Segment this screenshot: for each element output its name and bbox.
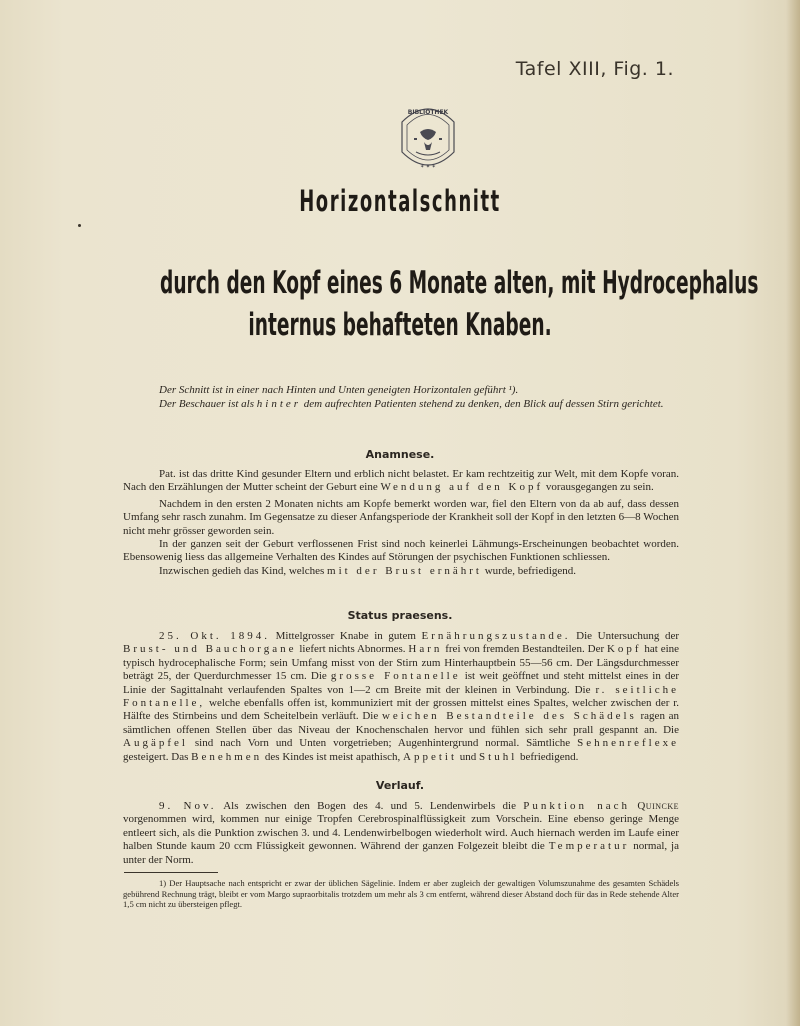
page-edge-shadow [786,0,800,1026]
section-heading-status: Status praesens. [347,609,453,622]
footnote-text: 1) Der Hauptsache nach entspricht er zwar der üblichen Sägelinie. Indem er aber zugleich der gewaltigen Volumszunahme des gesamten Schädels gebührend Rechnung trägt, bleibt er vom Margo supraorbitalis trotzdem um mehr als 3 cm entfernt, während dieser Abstand doch für das in Rede stehende Alter 1,5 cm nicht zu übersteigen pflegt. [123,878,679,910]
status-paragraph: 25. Okt. 1894. Mittelgrosser Knabe in gutem Ernährungszustande. Die Untersuchung der Brust- und Bauchorgane liefert nichts Abnormes. Harn frei von fremden Bestandteilen. Der Kopf hat eine typisch hydrocephalische Form; sein Umfang misst von der Stirn zum Hinterhauptbein 55—56 cm. Der Längsdurchmesser beträgt 25, der Querdurchmesser 15 cm. Die grosse Fontanelle ist weit geöffnet und steht mittelst eines in der Linie der Sagittalnaht verlaufenden Spaltes von 1—2 cm Breite mit der kleinen in Verbindung. Die r. seitliche Fontanelle, welche ebenfalls offen ist, kommuniziert mit der grossen mittelst eines Spaltes, welcher zwischen der r. Hälfte des Stirnbeins und dem Scheitelbein verläuft. Die weichen Bestandteile des Schädels ragen an sämtlichen offenen Stellen über das Niveau der Knochenschalen hervor und fühlen sich sehr prall gespannt an. Die Augäpfel sind nach Vorn und Unten vorgetrieben; Augenhintergrund normal. Sämtliche Sehnenreflexe gesteigert. Das Benehmen des Kindes ist meist apathisch, Appetit und Stuhl befriedigend. [123,630,680,763]
status-text [123,630,679,764]
intro-note [123,384,683,411]
section-heading-anamnese: Anamnese. [365,448,435,461]
ink-speck [78,224,81,227]
intro-line-1: Der Schnitt ist in einer nach Hinten und Unten geneigten Horizontalen geführt ¹). [159,384,519,396]
section-heading-verlauf: Verlauf. [375,779,425,792]
anamnese-text [123,468,679,578]
anamnese-paragraph: In der ganzen seit der Geburt verflossenen Frist sind noch keinerlei Lähmungs-Erscheinungen beobachtet worden. Ebensowenig liess das allgemeine Verhalten des Kindes auf Störungen der psychischen Funktionen schliessen. [123,538,679,564]
subtitle-line-1: durch den Kopf eines 6 Monate alten, mit Hydrocephalus [159,265,759,301]
subtitle-line-2: internus behafteten Knaben. [248,307,552,343]
intro-line-2: Der Beschauer ist als hinter dem aufrechten Patienten stehend zu denken, den Blick auf dessen Stirn gerichtet. [159,397,664,410]
footnote-divider [124,872,218,873]
verlauf-text [123,800,679,867]
stamp-text: BIBLIOTHEK [407,109,449,116]
anamnese-paragraph: Pat. ist das dritte Kind gesunder Eltern und erblich nicht belastet. Er kam rechtzeitig zur Welt, mit dem Kopfe voran. Nach den Erzählungen der Mutter scheint der Geburt eine Wendung auf den Kopf vorausgegangen zu sein. [123,468,679,494]
plate-reference: Tafel XIII, Fig. 1. [515,58,674,80]
anamnese-paragraph: Nachdem in den ersten 2 Monaten nichts am Kopfe bemerkt worden war, fiel den Eltern von da ab auf, dass dessen Umfang sehr rasch zunahm. Im Gegensatze zu dieser Anfangsperiode der Krankheit soll der Kopf in den letzten 6—8 Wochen nicht mehr grösser geworden sein. [123,497,679,537]
library-stamp-icon [392,94,464,182]
verlauf-paragraph: 9. Nov. Als zwischen den Bogen des 4. und 5. Lendenwirbels die Punktion nach Quincke vorgenommen wird, kommen nur einige Tropfen Cerebrospinalflüssigkeit zum Vorschein. Eine ebenso geringe Menge entleert sich, als die Punktion zwischen 3. und 4. Lendenwirbelbogen wiederholt wird. Auch hiernach werden im Laufe einer halben Stunde kaum 20 ccm Flüssigkeit gewonnen. Während der ganzen Folgezeit bleibt die Temperatur normal, ja unter der Norm. [123,800,680,866]
footnote [123,878,679,910]
page-title: Horizontalschnitt [299,184,501,218]
page-subtitle [159,262,759,346]
svg-text:✶ ✶ ✶: ✶ ✶ ✶ [420,164,436,170]
anamnese-paragraph: Inzwischen gedieh das Kind, welches mit der Brust ernährt wurde, befriedigend. [159,564,577,577]
